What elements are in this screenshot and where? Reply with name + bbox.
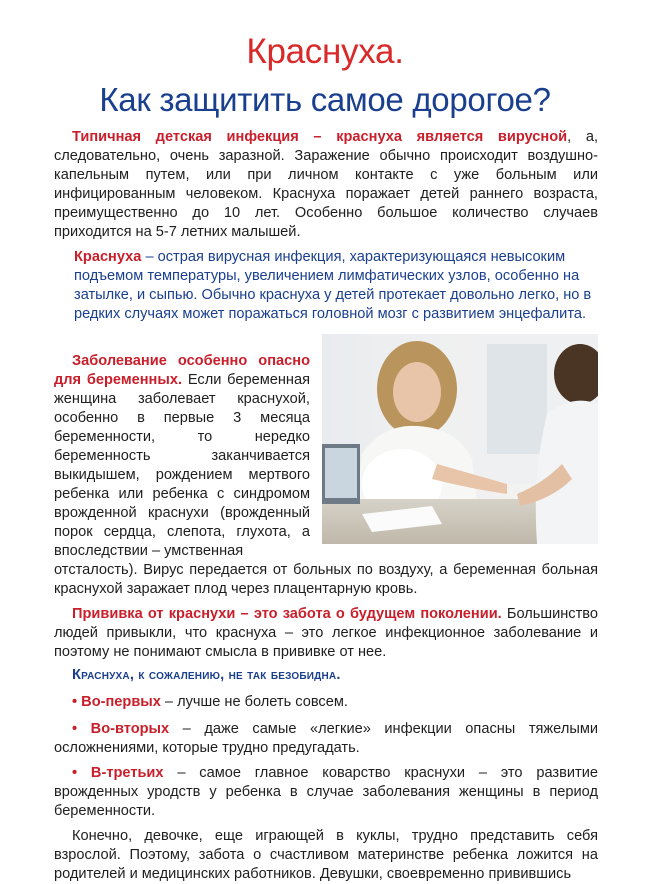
pregnancy-lead: Заболевание особенно опасно для беременных. [54,353,310,388]
bullet-lead: • Во-первых [72,694,161,710]
bullet-text: – самое главное коварство краснухи – это развитие врожденных уродств у ребенка в случае заболевания женщины в период беременности. [54,765,598,819]
definition-text: – острая вирусная инфекция, характеризующаяся невысоким подъемом температуры, увеличением лимфатических узлов, особенно на затылке, и сыпью. Обычно краснуха у детей протекает довольно легко, но в редких случаях может поражаться головной мозг с развитием энцефалита. [74,249,592,322]
section-subheading: Краснуха, к сожалению, не так безобидна. [72,667,341,683]
intro-paragraph [54,128,598,242]
bullet-item [54,764,598,821]
doctor-consultation-photo [322,334,598,544]
intro-text: , а, следовательно, очень заразной. Заражение обычно происходит воздушно-капельным путем, или при личном контакте с уже больным или инфицированным человеком. Краснуха поражает детей раннего возраста, преимущественно до 10 лет. Особенно большое количество случаев приходится на 5-7 летних малышей. [54,129,599,240]
title-line-1: Краснуха. [246,32,404,71]
bullet-lead: • В-третьих [72,765,164,781]
final-paragraph: Конечно, девочке, еще играющей в куклы, трудно представить себя взрослой. Поэтому, забота о счастливом материнстве ребенка ложится на родителей и медицинских работников. Девушки, своевременно привившись [54,828,598,882]
definition-paragraph [74,248,599,324]
bullet-item [54,693,598,712]
pregnancy-paragraph [54,352,310,561]
title-line-2: Как защитить самое дорогое? [99,81,551,118]
bullet-item [54,720,598,758]
definition-term: Краснуха [74,249,142,265]
vaccination-paragraph [54,605,598,662]
photo-illustration [322,334,598,544]
bullet-text: – лучше не болеть совсем. [160,694,348,710]
bullet-text: – даже самые «легкие» инфекции опасны тяжелыми осложнениями, которые трудно предугадать. [54,721,599,756]
intro-lead: Типичная детская инфекция – краснуха является вирусной [72,129,568,145]
pregnancy-text: Если беременная женщина заболевает краснухой, особенно в первые 3 месяца беременности, то нередко беременность заканчивается выкидышем, рождением мертвого ребенка или ребенка с синдромом врожденной краснухи (врожденный порок сердца, слепота, глухота, а впоследствии – умственная [54,372,311,559]
vaccination-lead: Прививка от краснухи – это забота о будущем поколении. [72,606,502,622]
bullet-lead: • Во-вторых [72,721,170,737]
pregnancy-continuation: отсталость). Вирус передается от больных по воздуху, а беременная больная краснухой заражает плод через плацентарную кровь. [54,562,598,597]
vaccination-text: Большинство людей привыкли, что краснуха – это легкое инфекционное заболевание и поэтому не понимают смысла в прививке от нее. [54,606,598,660]
